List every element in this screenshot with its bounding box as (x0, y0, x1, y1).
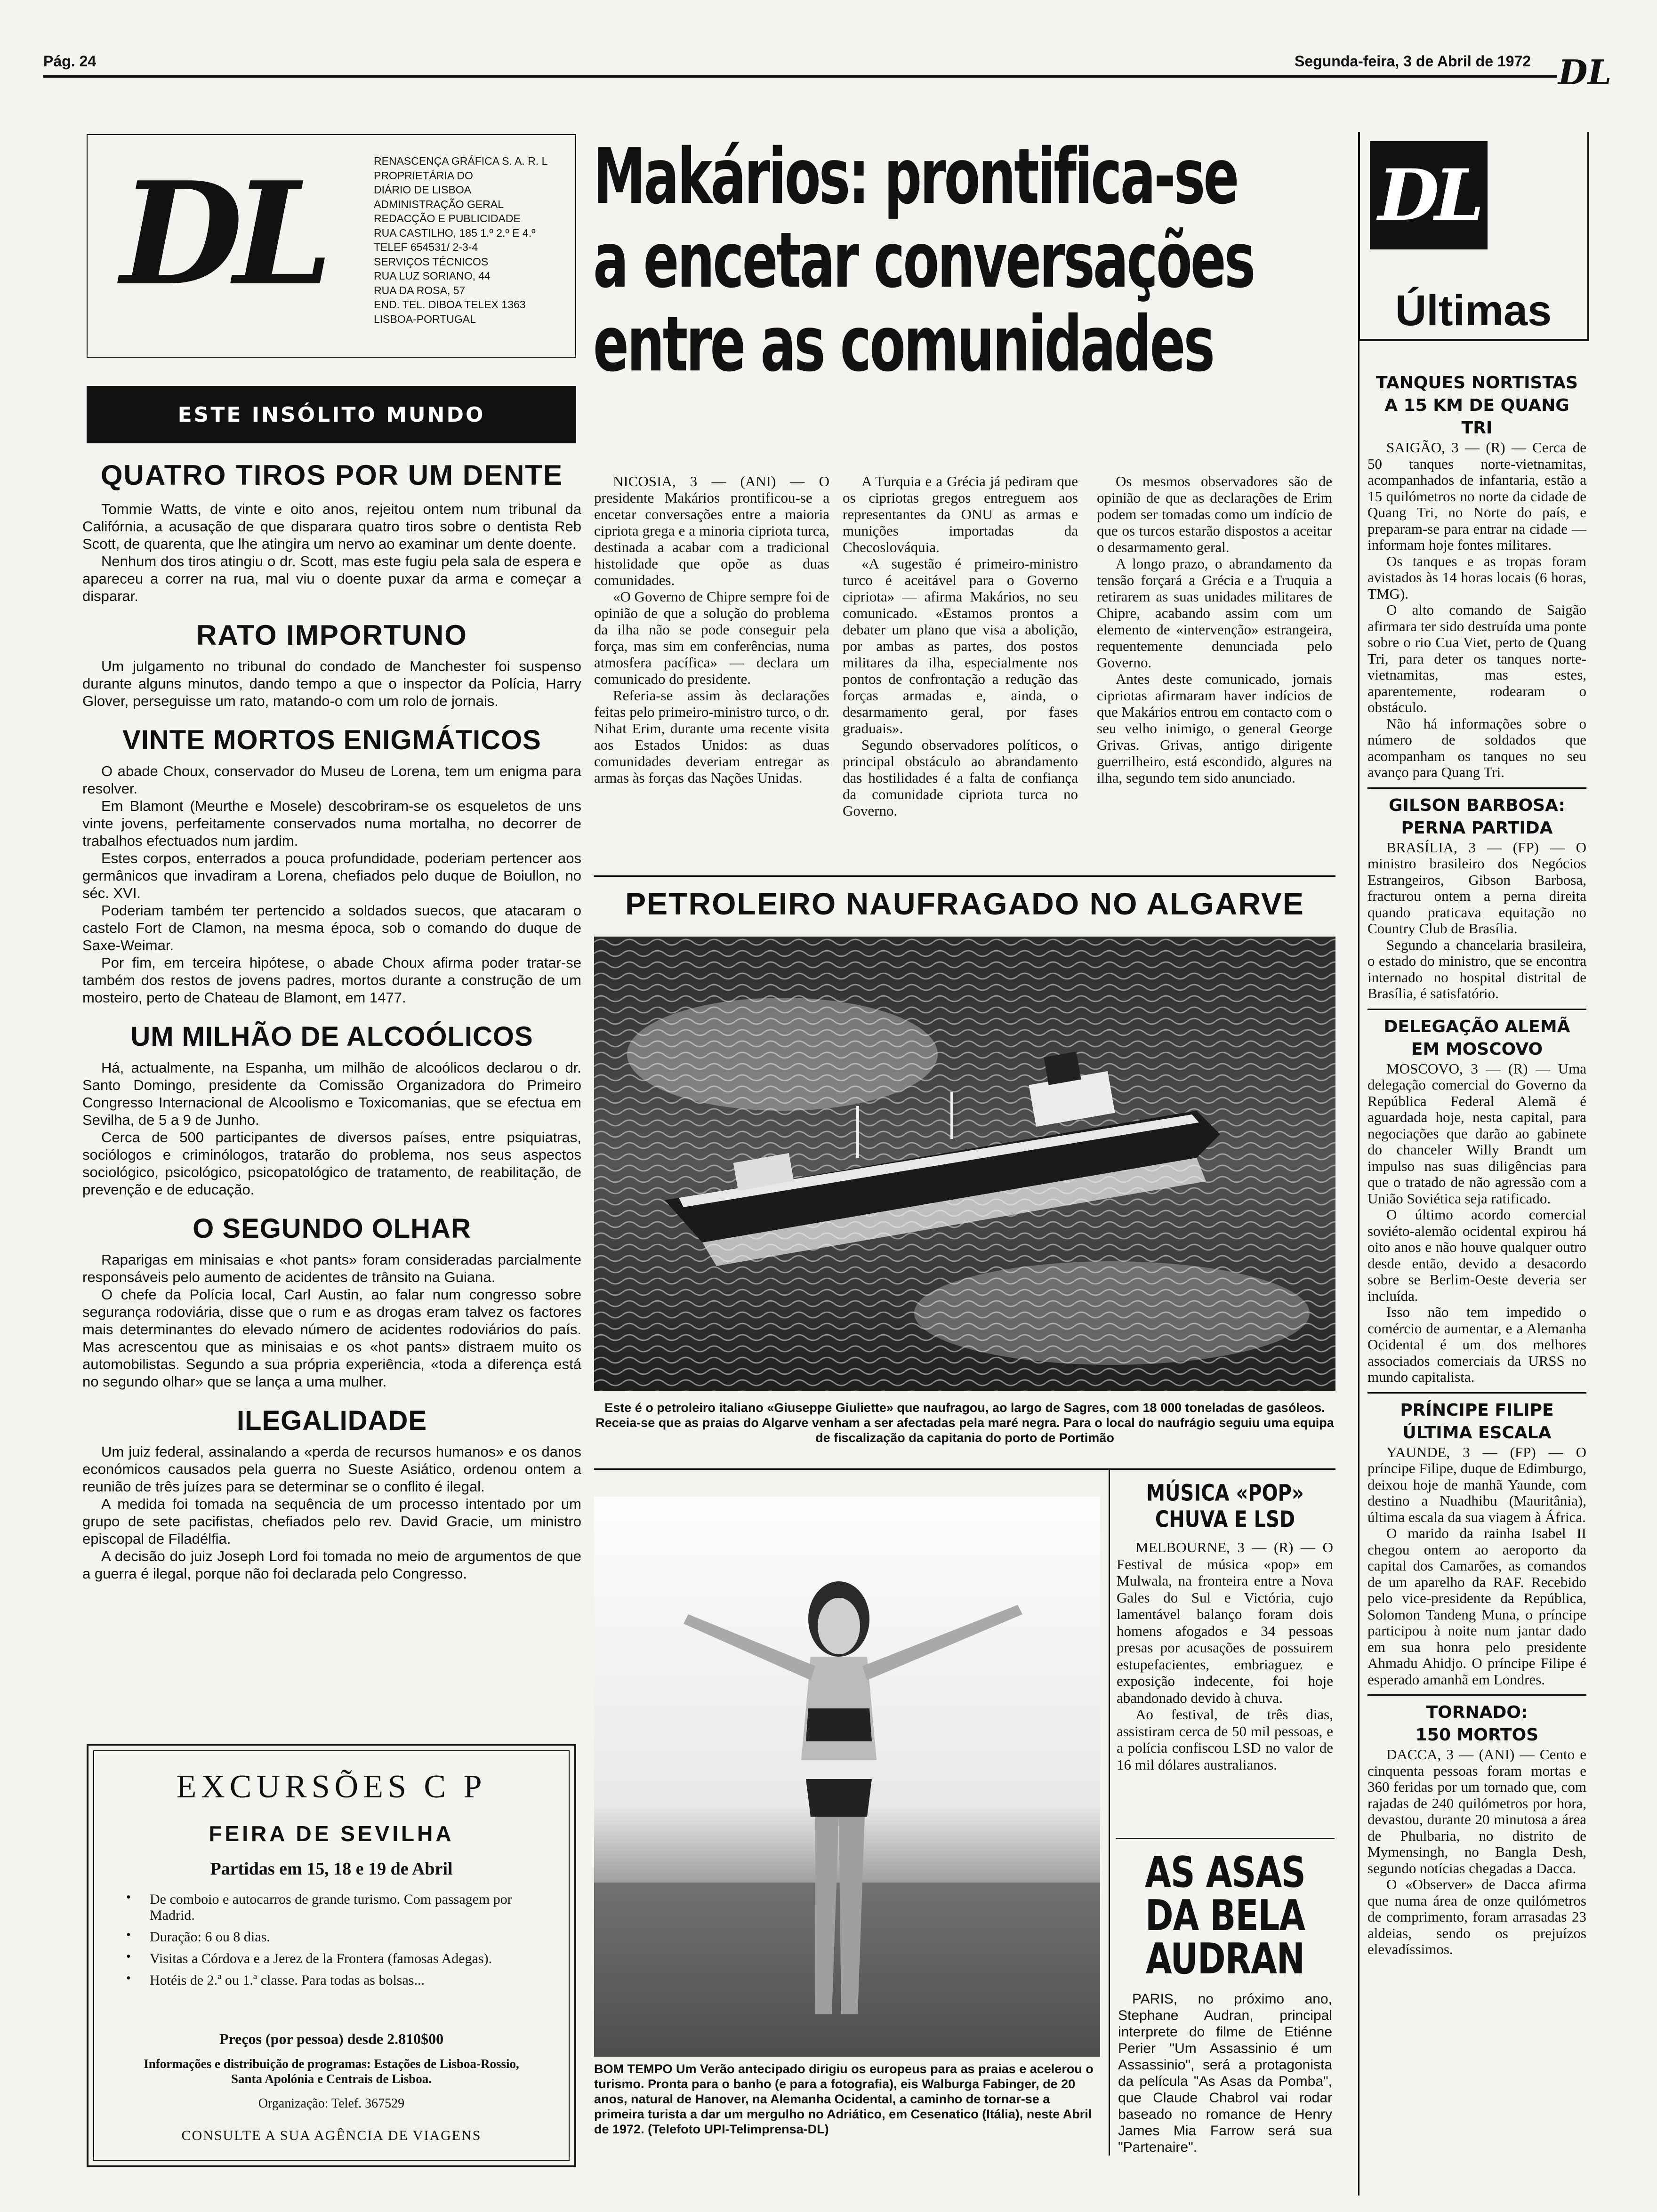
section-divider (1116, 1838, 1335, 1839)
story-paragraph: A decisão do juiz Joseph Lord foi tomada no meio de argumentos de que a guerra é ilegal, porque não foi declarada pelo Congresso. (82, 1548, 581, 1582)
story-title: UM MILHÃO DE ALCOÓLICOS (130, 1021, 533, 1052)
masthead-line: RUA LUZ SORIANO, 44 (374, 270, 491, 282)
ultimas-paragraph: SAIGÃO, 3 — (R) — Cerca de 50 tanques norte-vietnamitas, acompanhados de infantaria, estão a 15 quilómetros no norte da cidade de Quang Tri, no Norte do país, e preparam-se para entrar na cidade — informam hoje fontes militares. (1367, 439, 1586, 553)
ultimas-title-line: 150 MORTOS (1415, 1725, 1539, 1745)
asas-title-line: DA BELA (1145, 1891, 1305, 1940)
article-paragraph: Os mesmos observadores são de opinião de que as declarações de Erim podem ser tomadas como um indício de que os turcos estarão dispostos a aceitar o desarmamento geral. (1097, 473, 1332, 555)
masthead-line: LISBOA-PORTUGAL (374, 313, 476, 325)
musica-title (1116, 1480, 1335, 1533)
ultimas-paragraph: O alto comando de Saigão afirmara ter sido destruída uma ponte sobre o rio Cua Viet, perto de Quang Tri, para deter os tanques norte-vietnamitas, mas estes, aparentemente, rodearam o obstáculo. (1367, 601, 1586, 715)
beach-photo (594, 1497, 1100, 2057)
masthead-line: END. TEL. DIBOA TELEX 1363 (374, 298, 526, 311)
story-paragraph: O chefe da Polícia local, Carl Austin, ao falar num congresso sobre segurança rodoviária, disse que o rum e as drogas eram talvez os factores mais determinantes do elevado número de acidentes rodoviários do país. Mas acrescentou que as minisaias e os «hot pants» distraem muito os automobilistas. Segundo a sua própria experiência, «toda a diferença está no segundo olhar» que se lança a uma mulher. (82, 1286, 581, 1390)
ultimas-title-line: GILSON BARBOSA: (1389, 795, 1565, 815)
ultimas-title-line: A 15 KM DE QUANG TRI (1384, 396, 1569, 438)
masthead-line: RUA DA ROSA, 57 (374, 284, 466, 297)
story-body (82, 762, 581, 1006)
beach-photo-svg (594, 1497, 1100, 2057)
ultimas-body (1367, 1747, 1586, 1958)
cp-ad-subtitle: FEIRA DE SEVILHA (209, 1821, 454, 1846)
header-logo: DL (1558, 52, 1612, 92)
headline-line: entre as comunidades (593, 300, 1214, 389)
story-paragraph: Raparigas em minisaias e «hot pants» foram consideradas parcialmente responsáveis pelo aumento de acidentes de trânsito na Guiana. (82, 1251, 581, 1285)
ultimas-title-line: PERNA PARTIDA (1401, 818, 1553, 838)
story-body (82, 1251, 581, 1390)
ultimas-rule (1358, 339, 1589, 341)
vertical-divider (1109, 1468, 1110, 2156)
ultimas-paragraph: YAUNDE, 3 — (FP) — O príncipe Filipe, duque de Edimburgo, deixou hoje de manhã Yaunde, com destino a Nuadhibu (Mauritânia), última escala da sua viagem à África. (1367, 1443, 1586, 1525)
story-paragraph: A medida foi tomada na sequência de um processo intentado por um grupo de sete pacifistas, chefiados pelo rev. David Gracie, um ministro episcopal de Filadélfia. (82, 1496, 581, 1547)
ultimas-title-line: ÚLTIMA ESCALA (1402, 1423, 1552, 1443)
story-paragraph: O abade Choux, conservador do Museu de Lorena, tem um enigma para resolver. (82, 763, 581, 797)
ultimas-title-line: TORNADO: (1426, 1703, 1528, 1722)
masthead-line: RENASCENÇA GRÁFICA S. A. R. L (374, 155, 548, 167)
cp-ad-dates: Partidas em 15, 18 e 19 de Abril (210, 1859, 453, 1879)
page-date: Segunda-feira, 3 de Abril de 1972 (1295, 53, 1531, 70)
section-divider (594, 1468, 1335, 1470)
masthead-line: RUA CASTILHO, 185 1.º 2.º E 4.º (374, 226, 536, 239)
cp-ad-price: Preços (por pessoa) desde 2.810$00 (219, 2030, 444, 2047)
masthead-logo: DL (121, 151, 324, 317)
ultimas-paragraph: DACCA, 3 — (ANI) — Cento e cinquenta pessoas foram mortas e 360 feridas por um tornado que, com rajadas de 240 quilómetros por hora, devastou, durante 20 minutosa a área de Phulbaria, no distrito de Mymensingh, no Bangla Desh, segundo notícias chegadas a Dacca. (1367, 1746, 1586, 1876)
ultimas-body (1367, 840, 1586, 1002)
ultimas-logo: DL (1378, 154, 1480, 237)
story-body (82, 657, 581, 710)
cp-ad-item: • Hotéis de 2.ª ou 1.ª classe. Para todas as bolsas... (117, 1972, 540, 1988)
article-paragraph: Referia-se assim às declarações feitas pelo primeiro-ministro turco, o dr. Nihat Erim, durante uma recente visita aos Estados Unidos: as duas comunidades deveriam entregar as armas às forças das Nações Unidas. (594, 687, 829, 786)
cp-ad (87, 1744, 576, 2167)
insolito-column (82, 459, 581, 1582)
ultimas-title (1367, 372, 1586, 440)
story-paragraph: Nenhum dos tiros atingiu o dr. Scott, mas este fugiu pela sala de espera e apareceu a correr na rua, mal viu o doente puxar da arma e começar a disparar. (82, 553, 581, 604)
story-paragraph: Poderiam também ter pertencido a soldados suecos, que atacaram o castelo Fort de Clamon, na mesma época, sob o comando do duque de Saxe-Weimar. (82, 902, 581, 954)
story-body (82, 1059, 581, 1198)
ultimas-divider (1367, 787, 1586, 789)
ultimas-label: Últimas (1395, 287, 1552, 335)
petroleiro-headline: PETROLEIRO NAUFRAGADO NO ALGARVE (625, 886, 1304, 921)
ultimas-title-line: TANQUES NORTISTAS (1376, 373, 1578, 393)
ultimas-paragraph: O marido da rainha Isabel II chegou ontem ao aeroporto da capital dos Camarões, as comandos de um aparelho da RAF. Recebido pelo vice-presidente da República, Solomon Tandeng Muna, o príncipe participou à noite num jantar dado em sua honra pelo presidente Ahmadu Ahidjo. O príncipe Filipe é esperado amanhã em Londres. (1367, 1525, 1586, 1688)
tanker-caption: Este é o petroleiro italiano «Giuseppe Giuliette» que naufragou, ao largo de Sagres, com 18 000 toneladas de gasóleos. Receia-se que as praias do Algarve venham a ser afectadas pela maré negra. Para o local do naufrágio seguiu uma equipa de fiscalização da capitania do porto de Portimão (595, 1401, 1334, 1445)
article-paragraph: NICOSIA, 3 — (ANI) — O presidente Makários prontificou-se a encetar conversações entre a maioria cipriota grega e a minoria cipriota turca, destinada a acabar com a tradicional histolidade que opõe as duas comunidades. (594, 473, 829, 588)
masthead-line: DIÁRIO DE LISBOA (374, 184, 472, 196)
ultimas-logo-box (1370, 141, 1488, 249)
ultimas-paragraph: MOSCOVO, 3 — (R) — Uma delegação comercial do Governo da República Federal Alemã é aguardada hoje, nesta capital, para negociações que darão ao gabinete do chanceler Willy Brandt um impulso nas suas diligências para que o tratado de não agressão com a União Soviética seja ratificado. (1367, 1060, 1586, 1207)
story-title: ILEGALIDADE (236, 1405, 427, 1436)
asas-title-line: AUDRAN (1145, 1934, 1305, 1983)
header-rule (43, 75, 1557, 78)
cp-ad-info: Informações e distribuição de programas: Estações de Lisboa-Rossio, Santa Apolónia e Centrais de Lisboa. (144, 2057, 519, 2086)
musica-title-line: MÚSICA «POP» (1146, 1480, 1304, 1507)
article-paragraph: «O Governo de Chipre sempre foi de opinião de que a solução do problema da ilha não se pode conseguir pela força, mas sim em conferências, numa atmosfera pacífica» — declara um comunicado do presidente. (594, 588, 829, 687)
ultimas-paragraph: O «Observer» de Dacca afirma que numa área de onze quilómetros de comprimento, foram arrasadas 23 aldeias, sendo os prejuízos elevadíssimos. (1367, 1876, 1586, 1957)
masthead-line: ADMINISTRAÇÃO GERAL (374, 198, 504, 210)
article-paragraph: Segundo observadores políticos, o principal obstáculo ao abrandamento das hostilidades é a falta de confiança da comunidade cipriota turca no Governo. (843, 737, 1078, 819)
ultimas-title-line: PRÍNCIPE FILIPE (1400, 1400, 1554, 1420)
musica-body (1117, 1539, 1333, 1773)
tanker-photo (594, 937, 1335, 1391)
ultimas-title-line: EM MOSCOVO (1411, 1039, 1543, 1059)
ultimas-divider (1367, 1009, 1586, 1010)
beach-caption: BOM TEMPO Um Verão antecipado dirigiu os europeus para as praias e acelerou o turismo. Pronta para o banho (e para a fotografia), eis Walburga Fabinger, de 20 anos, natural de Hanover, na Alemanha Ocidental, a caminho de tornar-se a primeira turista a dar um mergulho no Adriático, em Cesenatico (Itália), neste Abril de 1972. (Telefoto UPI-Telimprensa-DL) (594, 2062, 1094, 2136)
masthead-line: REDACÇÃO E PUBLICIDADE (374, 212, 521, 224)
story-title: VINTE MORTOS ENIGMÁTICOS (122, 725, 541, 755)
section-divider (594, 875, 1335, 877)
ultimas-title (1367, 794, 1586, 840)
article-paragraph: A longo prazo, o abrandamento da tensão forçará a Grécia e a Truquia a retirarem as suas unidades militares de Chipre, acabando assim com um elemento de «intervenção» estrangeira, requentemente denunciada pelo Governo. (1097, 555, 1332, 671)
ultimas-paragraph: Isso não tem impedido o comércio de aumentar, e a Alemanha Ocidental é um dos melhores associados comerciais da URSS no mundo capitalista. (1367, 1304, 1586, 1385)
ultimas-body (1367, 440, 1586, 781)
ultimas-divider (1367, 1392, 1586, 1394)
makarios-headline (593, 122, 1254, 389)
ultimas-column-border (1358, 341, 1359, 2196)
makarios-col-1 (594, 473, 829, 786)
cp-ad-footer: CONSULTE A SUA AGÊNCIA DE VIAGENS (181, 2128, 482, 2143)
ultimas-title (1367, 1016, 1586, 1061)
cp-ad-item: • Visitas a Córdova e a Jerez de la Frontera (famosas Adegas). (117, 1951, 540, 1967)
asas-title (1116, 1845, 1335, 1983)
ultimas-paragraph: BRASÍLIA, 3 — (FP) — O ministro brasileiro dos Negócios Estrangeiros, Gibson Barbosa, fracturou ontem a perna direita quando praticava equitação no Country Club de Brasília. (1367, 839, 1586, 937)
story-paragraph: Um juiz federal, assinalando a «perda de recursos humanos» e os danos económicos causados pela guerra no Sueste Asiático, ordenou ontem a reunião de três juízes para se determinar se o conflito é ilegal. (82, 1443, 581, 1495)
ultimas-paragraph: Os tanques e as tropas foram avistados às 14 horas locais (6 horas, TMG). (1367, 553, 1586, 602)
story-paragraph: Um julgamento no tribunal do condado de Manchester foi suspenso durante alguns minutos, dando tempo a que o inspector da Polícia, Harry Glover, perseguisse um rato, matando-o com um rolo de jornais. (82, 658, 581, 709)
insolito-banner (87, 386, 576, 443)
ultimas-frame-right (1587, 132, 1589, 339)
makarios-col-2 (843, 473, 1078, 819)
story-body (82, 1443, 581, 1582)
cp-ad-org: Organização: Telef. 367529 (258, 2096, 405, 2111)
cp-ad-item: • De comboio e autocarros de grande turismo. Com passagem por Madrid. (117, 1891, 540, 1923)
ultimas-body (1367, 1061, 1586, 1386)
masthead-line: PROPRIETÁRIA DO (374, 169, 473, 182)
asas-body: PARIS, no próximo ano, Stephane Audran, principal interprete do filme de Etiénne Perier "Um Assassinio é um Assassinio", será a protagonista da película "As Asas da Pomba", que Claude Chabrol vai rodar baseado no romance de Henry James Mia Farrow será sua "Partenaire". (1118, 1991, 1332, 2155)
asas-title-line: AS ASAS (1145, 1847, 1305, 1897)
masthead-line: SERVIÇOS TÉCNICOS (374, 255, 489, 268)
ultimas-column (1367, 372, 1586, 1958)
story-title: O SEGUNDO OLHAR (193, 1213, 471, 1244)
story-title: RATO IMPORTUNO (196, 619, 467, 651)
story-paragraph: Em Blamont (Meurthe e Mosele) descobriram-se os esqueletos de uns vinte jovens, perfeitamente conservados numa mortalha, no decorrer de trabalhos efectuados num jardim. (82, 798, 581, 849)
story-paragraph: Cerca de 500 participantes de diversos países, entre psiquiatras, sociólogos e criminólogos, tratarão do problema, nos seus aspectos sociológico, psicológico, psicopatológico de tratamento, de reabilitação, de prevenção e de educação. (82, 1129, 581, 1198)
article-paragraph: MELBOURNE, 3 — (R) — O Festival de música «pop» em Mulwala, na fronteira entre a Nova Gales do Sul e Victória, cujo lamentável balanço foram dois homens afogados e 34 pessoas presas por acusações de possuirem estupefacientes, embriaguez e exposição indecente, foi hoje abandonado devido à chuva. (1117, 1539, 1333, 1706)
article-paragraph: «A sugestão é primeiro-ministro turco é aceitável para o Governo cipriota» — afirma Makários, no seu comunicado. «Estamos prontos a debater um plano que visa a abolição, por ambas as partes, dos postos militares da ilha, especialmente nos pontos de confrontação a redução das forças armadas e, ainda, o desarmamento geral, por fases graduais». (843, 555, 1078, 737)
cp-ad-item: • Duração: 6 ou 8 dias. (117, 1929, 540, 1945)
article-paragraph: A Turquia e a Grécia já pediram que os cipriotas gregos entreguem aos representantes da ONU as armas e munições importadas da Checoslováquia. (843, 473, 1078, 555)
story-title: QUATRO TIROS POR UM DENTE (100, 459, 563, 491)
cp-ad-title: EXCURSÕES C P (176, 1769, 487, 1805)
ultimas-title-line: DELEGAÇÃO ALEMÃ (1384, 1017, 1570, 1036)
story-body (82, 500, 581, 605)
story-paragraph: Estes corpos, enterrados a pouca profundidade, poderiam pertencer aos germânicos que invadiram a Lorena, chefiados pelo duque de Boiullon, no séc. XVI. (82, 850, 581, 901)
cp-ad-list (117, 1891, 540, 1994)
musica-title-line: CHUVA E LSD (1155, 1507, 1295, 1533)
page-number: Pág. 24 (43, 53, 97, 70)
ultimas-divider (1367, 1694, 1586, 1696)
ultimas-frame-left (1358, 132, 1360, 339)
ultimas-paragraph: Segundo a chancelaria brasileira, o estado do ministro, que se encontra internado no hospital distrital de Brasília, é satisfatório. (1367, 936, 1586, 1002)
story-paragraph: Há, actualmente, na Espanha, um milhão de alcoólicos declarou o dr. Santo Domingo, presidente da Comissão Organizadora do Primeiro Congresso Internacional de Alcoolismo e Toxicomanias, que se efectua em Sevilha, de 5 a 9 de Junho. (82, 1059, 581, 1128)
masthead-line: TELEF 654531/ 2-3-4 (374, 241, 478, 253)
tanker-photo-svg (594, 937, 1335, 1391)
masthead-box (87, 134, 576, 358)
story-paragraph: Por fim, em terceira hipótese, o abade Choux afirma poder tratar-se também dos restos de jovens padres, mortos durante a construção de um mosteiro, perto de Chateau de Blamont, em 1477. (82, 954, 581, 1006)
makarios-col-3 (1097, 473, 1332, 786)
ultimas-title (1367, 1399, 1586, 1444)
ultimas-paragraph: Não há informações sobre o número de soldados que acompanham os tanques no seu avanço para Quang Tri. (1367, 715, 1586, 780)
story-paragraph: Tommie Watts, de vinte e oito anos, rejeitou ontem num tribunal da Califórnia, a acusação de que disparara quatro tiros sobre o dentista Reb Scott, de quarenta, que lhe atingira um nervo ao examinar um dente doente. (82, 501, 581, 552)
headline-line: Makários: prontifica-se (593, 132, 1238, 222)
ultimas-title (1367, 1701, 1586, 1747)
article-paragraph: Antes deste comunicado, jornais cipriotas afirmaram haver indícios de que Makários entrou em contacto com o seu velho inimigo, o general George Grivas. Grivas, antigo dirigente guerrilheiro, está escondido, algures na ilha, segundo tem sido anunciado. (1097, 671, 1332, 786)
ultimas-body (1367, 1444, 1586, 1688)
insolito-banner-label: ESTE INSÓLITO MUNDO (177, 402, 485, 427)
ultimas-paragraph: O último acordo comercial soviéto-alemão ocidental expirou há oito anos e não houve qualquer outro desde então, devido a desacordo sobre se Berlim-Oeste deveria ser incluída. (1367, 1206, 1586, 1304)
article-paragraph: Ao festival, de três dias, assistiram cerca de 50 mil pessoas, e a polícia confiscou LSD no valor de 16 mil dólares australianos. (1117, 1706, 1333, 1773)
headline-line: a encetar conversações (593, 216, 1254, 305)
masthead-text (374, 154, 547, 326)
